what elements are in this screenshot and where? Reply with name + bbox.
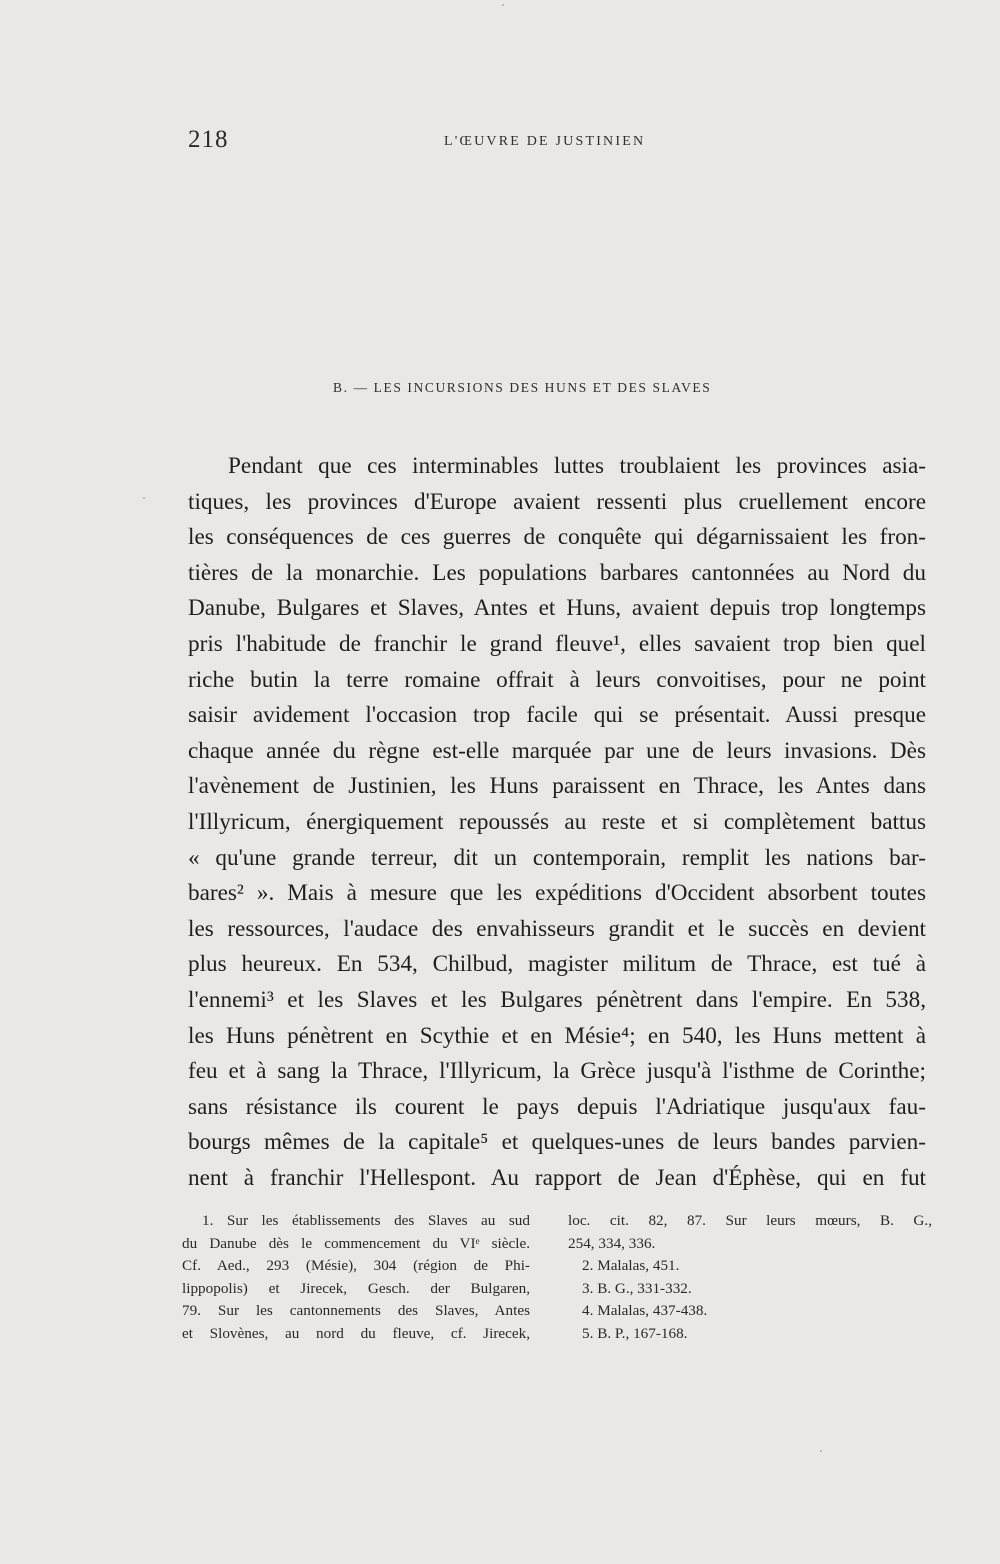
footnote-line: 254, 334, 336. (568, 1234, 656, 1252)
body-line: l'Illyricum, énergiquement repoussés au reste et si complètement battus (188, 808, 926, 835)
body-line: les conséquences de ces guerres de conquête qui dégarnissaient les fron- (188, 524, 926, 551)
footnote-line: Cf. Aed., 293 (Mésie), 304 (région de Phi- (182, 1257, 530, 1274)
body-line: tières de la monarchie. Les populations barbares cantonnées au Nord du (188, 559, 926, 586)
running-head (188, 126, 926, 160)
footnote-line: lippopolis) et Jirecek, Gesch. der Bulgaren, (182, 1279, 530, 1297)
footnote-line: 4. Malalas, 437-438. (582, 1302, 708, 1319)
paper-speck (820, 1450, 822, 1452)
body-line: tiques, les provinces d'Europe avaient ressenti plus cruellement encore (188, 488, 926, 515)
body-line: bares² ». Mais à mesure que les expéditions d'Occident absorbent toutes (188, 880, 926, 907)
footnote-line: du Danube dès le commencement du VIᵉ siècle. (182, 1234, 530, 1252)
body-line: Danube, Bulgares et Slaves, Antes et Huns, avaient depuis trop longtemps (188, 595, 926, 622)
footnotes (182, 1210, 932, 1370)
footnote-line: loc. cit. 82, 87. Sur leurs mœurs, B. G., (568, 1212, 932, 1229)
footnotes-left-column (182, 1210, 530, 1345)
body-line: bourgs mêmes de la capitale⁵ et quelques-unes de leurs bandes parvien- (188, 1129, 926, 1156)
paper-speck (143, 497, 145, 499)
body-line: saisir avidement l'occasion trop facile qui se présentait. Aussi presque (188, 702, 926, 729)
paper-speck (502, 4, 504, 6)
body-line: chaque année du règne est-elle marquée par une de leurs invasions. Dès (188, 737, 926, 764)
running-title: L'ŒUVRE DE JUSTINIEN (444, 134, 646, 149)
footnote-line: et Slovènes, au nord du fleuve, cf. Jirecek, (182, 1324, 530, 1342)
body-paragraph (188, 449, 926, 1196)
body-line: riche butin la terre romaine offrait à leurs convoitises, pour ne point (188, 666, 926, 693)
section-heading: B. — LES INCURSIONS DES HUNS ET DES SLAVES (333, 380, 712, 395)
body-line: plus heureux. En 534, Chilbud, magister militum de Thrace, est tué à (188, 951, 926, 978)
footnote-line: 3. B. G., 331-332. (582, 1279, 692, 1297)
body-line: sans résistance ils courent le pays depuis l'Adriatique jusqu'aux fau- (188, 1093, 926, 1120)
body-line: les ressources, l'audace des envahisseurs grandit et le succès en devient (188, 915, 926, 942)
page-number: 218 (188, 126, 229, 153)
footnote-line: 79. Sur les cantonnements des Slaves, Antes (182, 1302, 530, 1319)
footnote-line: 1. Sur les établissements des Slaves au sud (202, 1212, 530, 1229)
body-line: les Huns pénètrent en Scythie et en Mésie⁴; en 540, les Huns mettent à (188, 1022, 926, 1049)
footnote-line: 2. Malalas, 451. (582, 1257, 680, 1274)
body-line: l'avènement de Justinien, les Huns paraissent en Thrace, les Antes dans (188, 773, 926, 800)
footnote-line: 5. B. P., 167-168. (582, 1324, 688, 1342)
footnotes-right-column (568, 1210, 932, 1345)
body-line: nent à franchir l'Hellespont. Au rapport de Jean d'Éphèse, qui en fut (188, 1164, 926, 1191)
body-line: « qu'une grande terreur, dit un contemporain, remplit les nations bar- (188, 844, 926, 871)
body-line: Pendant que ces interminables luttes troublaient les provinces asia- (228, 453, 926, 479)
body-line: feu et à sang la Thrace, l'Illyricum, la Grèce jusqu'à l'isthme de Corinthe; (188, 1058, 926, 1085)
body-line: l'ennemi³ et les Slaves et les Bulgares pénètrent dans l'empire. En 538, (188, 986, 926, 1013)
body-line: pris l'habitude de franchir le grand fleuve¹, elles savaient trop bien quel (188, 630, 926, 657)
